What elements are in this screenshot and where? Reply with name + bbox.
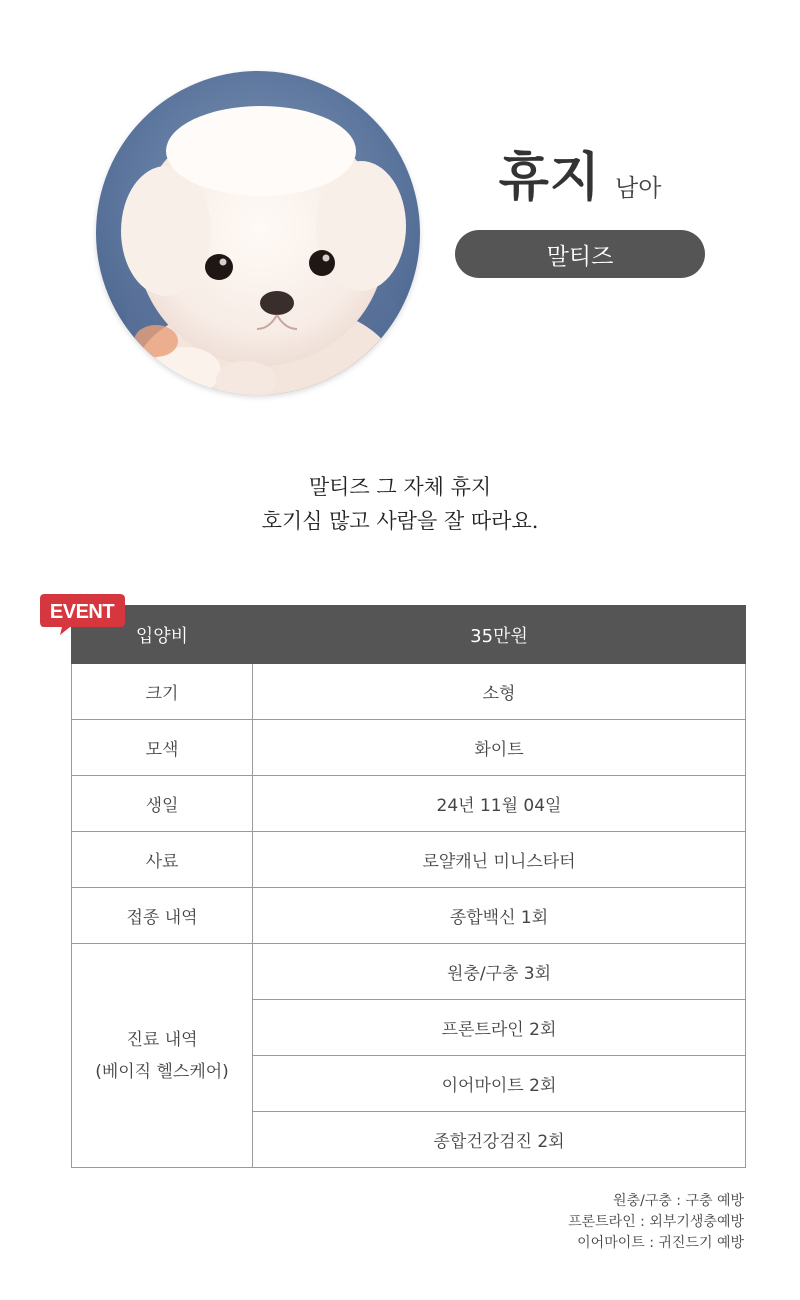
pet-photo bbox=[96, 71, 420, 395]
intro-line-2: 호기심 많고 사람을 잘 따라요. bbox=[261, 509, 539, 533]
intro-line-1: 말티즈 그 자체 휴지 bbox=[308, 475, 492, 499]
color-label: 모색 bbox=[72, 720, 253, 776]
vaccination-value: 종합백신 1회 bbox=[253, 888, 746, 944]
adoption-fee-value: 35만원 bbox=[253, 606, 746, 664]
table-row bbox=[72, 888, 746, 944]
footnotes bbox=[568, 1191, 744, 1254]
puppy-image bbox=[96, 71, 420, 395]
name-line bbox=[455, 148, 705, 208]
medical-item: 이어마이트 2회 bbox=[253, 1056, 746, 1112]
table-row bbox=[72, 776, 746, 832]
pet-gender: 남아 bbox=[615, 174, 662, 202]
footnote-2: 프론트라인 : 외부기생충예방 bbox=[568, 1214, 744, 1230]
event-label: EVENT bbox=[49, 600, 115, 623]
medical-history-label bbox=[72, 944, 253, 1168]
breed-badge: 말티즈 bbox=[455, 230, 705, 278]
food-label: 사료 bbox=[72, 832, 253, 888]
medical-history-label-line-1: 진료 내역 bbox=[126, 1029, 198, 1050]
pet-name: 휴지 bbox=[498, 148, 602, 208]
event-badge bbox=[40, 592, 130, 636]
medical-item: 종합건강검진 2회 bbox=[253, 1112, 746, 1168]
table-row bbox=[72, 720, 746, 776]
footnote-3: 이어마이트 : 귀진드기 예방 bbox=[577, 1235, 744, 1251]
table-row bbox=[72, 832, 746, 888]
birthday-value: 24년 11월 04일 bbox=[253, 776, 746, 832]
size-value: 소형 bbox=[253, 664, 746, 720]
medical-item: 프론트라인 2회 bbox=[253, 1000, 746, 1056]
footnote-1: 원충/구충 : 구충 예방 bbox=[613, 1193, 744, 1209]
table-header-row bbox=[72, 606, 746, 664]
name-block bbox=[455, 148, 705, 278]
food-value: 로얄캐닌 미니스타터 bbox=[253, 832, 746, 888]
adoption-fee-label: 입양비 bbox=[72, 606, 253, 664]
medical-history-label-line-2: (베이직 헬스케어) bbox=[95, 1061, 229, 1082]
vaccination-label: 접종 내역 bbox=[72, 888, 253, 944]
info-table bbox=[71, 605, 746, 1168]
size-label: 크기 bbox=[72, 664, 253, 720]
color-value: 화이트 bbox=[253, 720, 746, 776]
medical-item: 원충/구충 3회 bbox=[253, 944, 746, 1000]
table-row bbox=[72, 664, 746, 720]
intro-text bbox=[0, 470, 800, 538]
birthday-label: 생일 bbox=[72, 776, 253, 832]
table-row bbox=[72, 944, 746, 1000]
